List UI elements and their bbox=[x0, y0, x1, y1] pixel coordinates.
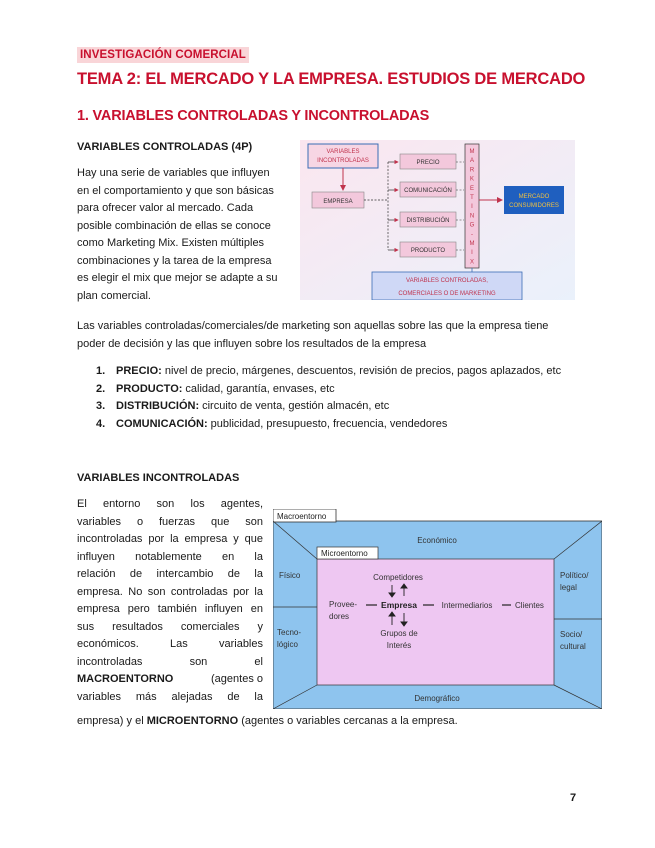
controlled-definition bbox=[77, 318, 597, 353]
marketing-mix-letter: X bbox=[469, 259, 475, 266]
uncontrolled-label-2: INCONTROLADAS bbox=[317, 158, 369, 164]
grupos-label-2: Interés bbox=[386, 641, 412, 650]
uncontrolled-heading: VARIABLES INCONTROLADAS bbox=[77, 472, 240, 484]
definition-line: poder de decisión y las que influyen sobre los resultados de la empresa bbox=[77, 337, 427, 350]
intro-line: posible combinación de ellas se conoce bbox=[77, 219, 271, 232]
uncontrolled-label-1: VARIABLES bbox=[326, 149, 360, 155]
uncontrolled-text bbox=[77, 496, 263, 706]
uncontrolled-box bbox=[308, 144, 378, 168]
page-number: 7 bbox=[570, 792, 577, 804]
list-item bbox=[96, 416, 616, 434]
marketing-mix-letter: T bbox=[470, 195, 474, 201]
microentorno-term: MICROENTORNO bbox=[146, 715, 239, 727]
marketing-mix-letter: I bbox=[471, 204, 473, 211]
topic-title: TEMA 2: EL MERCADO Y LA EMPRESA. ESTUDIOS DE MERCADO bbox=[77, 70, 586, 88]
marketing-mix-letter: G bbox=[469, 222, 475, 229]
list-text: publicidad, presupuesto, frecuencia, vendedores bbox=[210, 417, 448, 430]
marketing-mix-letter: M bbox=[469, 149, 475, 155]
last-line-post: (agentes o variables cercanas a la empresa. bbox=[238, 715, 458, 727]
text-line: relación de intercambio de la bbox=[77, 568, 263, 580]
microentorno-area bbox=[317, 559, 554, 685]
list-label: COMUNICACIÓN: bbox=[116, 417, 208, 430]
marketing-mix-diagram bbox=[300, 140, 575, 300]
macroentorno-rest: (agentes o bbox=[211, 673, 263, 685]
list-number: 3. bbox=[96, 400, 106, 412]
marketing-mix-letter: I bbox=[471, 250, 473, 257]
caption-line-2: COMERCIALES O DE MARKETING bbox=[398, 291, 496, 297]
marketing-mix-letter: N bbox=[469, 213, 475, 220]
text-line: empresa pero también influyen en bbox=[77, 603, 263, 615]
list-text: circuito de venta, gestión almacén, etc bbox=[202, 400, 390, 412]
text-line: incontroladas son el bbox=[77, 655, 263, 668]
text-line: El entorno son los agentes, bbox=[77, 498, 263, 510]
list-text: nivel de precio, márgenes, descuentos, revisión de precios, pagos aplazados, etc bbox=[164, 365, 562, 377]
list-text: calidad, garantía, envases, etc bbox=[185, 382, 335, 395]
sociocultural-label-1: Socio/ bbox=[560, 630, 583, 639]
text-line: influyen notablemente en la bbox=[77, 550, 263, 563]
empresa-label: EMPRESA bbox=[323, 199, 353, 205]
definition-line: Las variables controladas/comerciales/de marketing son aquellas sobre las que la empresa tiene bbox=[77, 320, 549, 332]
clientes-label: Clientes bbox=[515, 601, 544, 610]
text-line bbox=[77, 671, 263, 689]
controlled-intro bbox=[77, 165, 290, 305]
marketing-mix-letter: - bbox=[471, 231, 473, 238]
intro-line: como Marketing Mix. Existen múltiples bbox=[77, 237, 265, 249]
proveedores-label-1: Provee- bbox=[329, 600, 358, 609]
text-line: sus resultados comerciales y bbox=[77, 620, 263, 633]
precio-label: PRECIO bbox=[416, 160, 440, 166]
text-line: económicos. Las variables bbox=[77, 638, 263, 650]
marketing-mix-letter: M bbox=[469, 241, 475, 247]
list-number: 1. bbox=[96, 365, 106, 377]
text-line: incontroladas por la empresa y que bbox=[77, 533, 263, 545]
last-line-pre: empresa) y el bbox=[77, 715, 147, 727]
grupos-label-1: Grupos de bbox=[380, 629, 418, 638]
intro-line: en el comportamiento y que son básicas bbox=[77, 184, 274, 197]
macroentorno-label: Macroentorno bbox=[277, 512, 327, 521]
list-number: 4. bbox=[96, 417, 106, 430]
marketing-mix-letter: E bbox=[469, 185, 475, 192]
politico-label-2: legal bbox=[560, 583, 577, 592]
four-p-list bbox=[96, 363, 616, 433]
economico-label: Económico bbox=[417, 536, 457, 545]
list-label: PRODUCTO: bbox=[116, 382, 183, 395]
intro-line: para ofrecer valor al mercado. Cada bbox=[77, 202, 254, 214]
empresa-label: Empresa bbox=[381, 600, 417, 610]
microentorno-label: Microentorno bbox=[321, 549, 368, 558]
list-item bbox=[96, 398, 616, 416]
controlled-heading: VARIABLES CONTROLADAS (4P) bbox=[77, 141, 253, 153]
marketing-mix-letter: A bbox=[469, 158, 475, 165]
marketing-mix-letter: K bbox=[469, 176, 475, 183]
macroentorno-term: MACROENTORNO bbox=[77, 673, 174, 685]
caption-line-1: VARIABLES CONTROLADAS, bbox=[406, 278, 488, 284]
section-title: 1. VARIABLES CONTROLADAS Y INCONTROLADAS bbox=[77, 108, 430, 124]
uncontrolled-last-line bbox=[77, 713, 577, 731]
course-title: INVESTIGACIÓN COMERCIAL bbox=[77, 47, 249, 63]
fisico-label: Físico bbox=[279, 571, 301, 580]
list-label: DISTRIBUCIÓN: bbox=[116, 400, 200, 412]
market-box bbox=[504, 186, 564, 214]
environment-diagram bbox=[273, 509, 602, 709]
producto-label: PRODUCTO bbox=[410, 248, 446, 254]
intro-line: combinaciones y la tarea de la empresa bbox=[77, 254, 272, 267]
proveedores-label-2: dores bbox=[329, 612, 350, 621]
text-line: variables más alejadas de la bbox=[77, 690, 263, 703]
intermediarios-label: Intermediarios bbox=[441, 601, 493, 610]
list-label: PRECIO: bbox=[116, 365, 162, 377]
list-number: 2. bbox=[96, 382, 106, 395]
competidores-label: Competidores bbox=[373, 573, 423, 582]
politico-label-1: Político/ bbox=[560, 571, 589, 580]
market-label-2: CONSUMIDORES bbox=[509, 203, 559, 209]
distribucion-label: DISTRIBUCIÓN bbox=[406, 218, 450, 224]
marketing-mix-letter: R bbox=[469, 167, 475, 174]
comunicacion-label: COMUNICACIÓN bbox=[404, 188, 452, 194]
text-line: empresa. No son controladas por la bbox=[77, 585, 263, 598]
intro-line: Hay una serie de variables que influyen bbox=[77, 167, 270, 179]
list-item bbox=[96, 363, 616, 381]
demografico-label: Demográfico bbox=[414, 694, 460, 703]
list-item bbox=[96, 381, 616, 399]
tecnologico-label-1: Tecno- bbox=[277, 628, 302, 637]
intro-line: plan comercial. bbox=[77, 289, 151, 302]
market-label-1: MERCADO bbox=[518, 194, 550, 200]
tecnologico-label-2: lógico bbox=[277, 640, 298, 649]
intro-line: es elegir el mix que mejor se adapte a su bbox=[77, 272, 278, 284]
text-line: variables o fuerzas que son bbox=[77, 515, 263, 528]
sociocultural-label-2: cultural bbox=[560, 642, 586, 651]
